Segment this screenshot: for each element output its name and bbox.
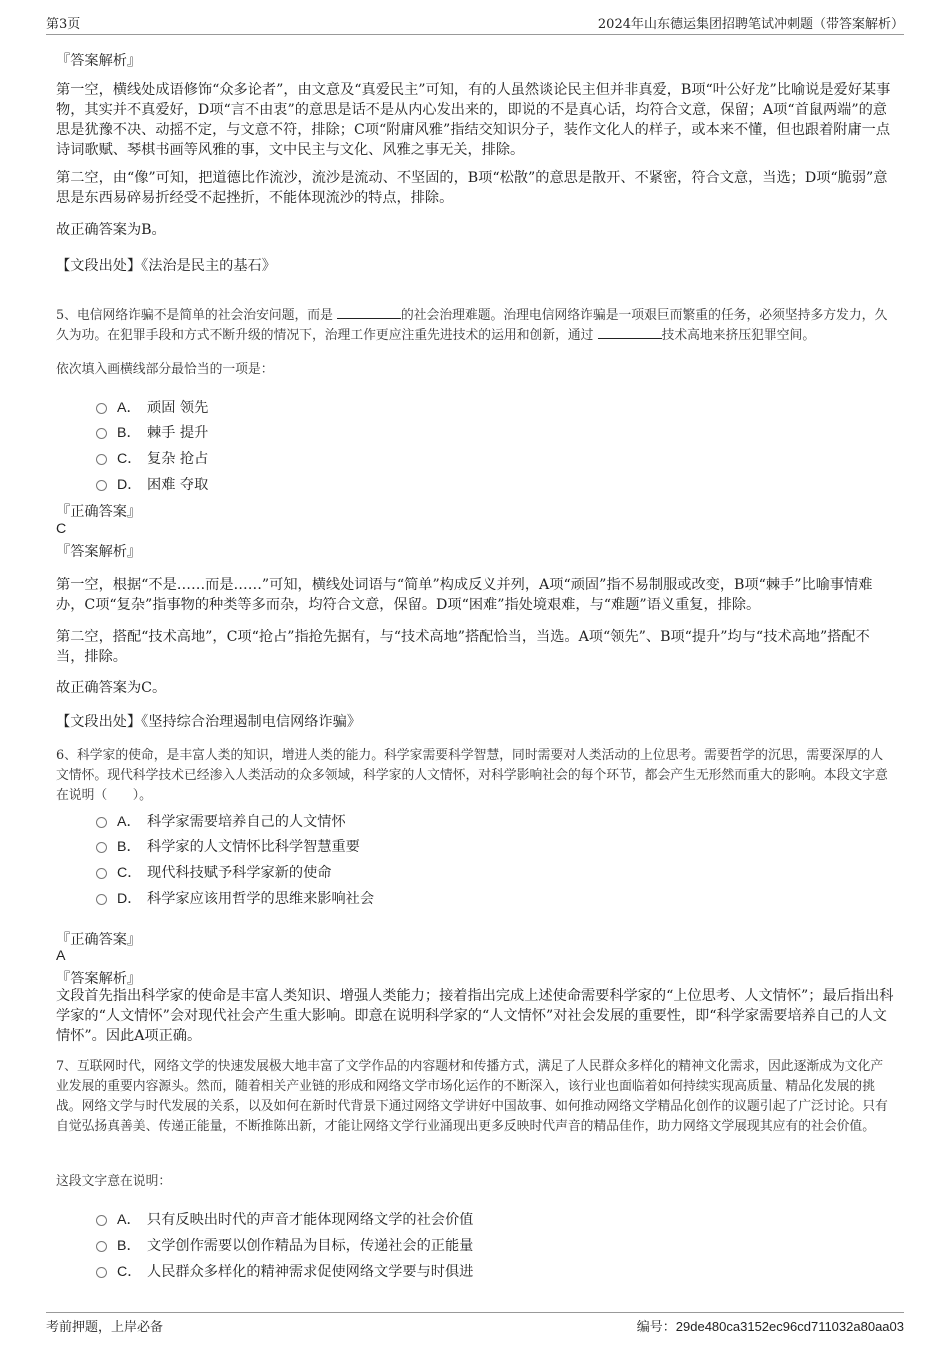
q7-prompt: 这段文字意在说明： <box>56 1174 172 1189</box>
q6-stem: 6、科学家的使命，是丰富人类的知识，增进人类的能力。科学家需要科学智慧，同时需要对人类活动的上位思考。需要哲学的沉思，需要深厚的人文情怀。现代科学技术已经渗入人类活动的众多领域，科学家的人文情怀，对科学影响社会的每个环节，都会产生无形然而重大的影响。本段文字意在说明（ ）。 <box>56 748 888 803</box>
radio-icon[interactable] <box>96 1241 107 1252</box>
radio-icon[interactable] <box>96 428 107 439</box>
q4-analysis-p2: 第二空，由“像”可知，把道德比作流沙，流沙是流动、不坚固的，B项“松散”的意思是散开、不紧密，符合文意，当选；D项“脆弱”意思是东西易碎易折经受不起挫折，不能体现流沙的特点，排除。 <box>56 170 888 206</box>
q7-option-b[interactable]: B． 文学创作需要以创作精品为目标，传递社会的正能量 <box>96 1235 473 1255</box>
q7-option-c[interactable]: C． 人民群众多样化的精神需求促使网络文学要与时俱进 <box>96 1261 473 1281</box>
q6-answer-label: 『正确答案』 <box>56 932 142 948</box>
page-header <box>46 12 904 35</box>
radio-icon[interactable] <box>96 868 107 879</box>
page-footer <box>46 1312 904 1335</box>
q5-option-a[interactable]: A． 顽固 领先 <box>96 397 208 417</box>
q5-answer-label: 『正确答案』 <box>56 504 142 520</box>
radio-icon[interactable] <box>96 454 107 465</box>
q7-stem: 7、互联网时代，网络文学的快速发展极大地丰富了文学作品的内容题材和传播方式，满足了人民群众多样化的精神文化需求，因此逐渐成为文化产业发展的重要内容源头。然而，随着相关产业链的形成和网络文学市场化运作的不断深入，该行业也面临着如何持续实现高质量、精品化发展的挑战。网络文学与时代发展的关系，以及如何在新时代背景下通过网络文学讲好中国故事、如何推动网络文学精品化创作的议题引起了广泛讨论。只有自觉弘扬真善美、传递正能量，不断推陈出新，才能让网络文学行业涌现出更多反映时代声音的精品佳作，助力网络文学展现其应有的社会价值。 <box>56 1059 888 1134</box>
q5-analysis-label: 『答案解析』 <box>56 544 142 560</box>
q6-option-b[interactable]: B． 科学家的人文情怀比科学智慧重要 <box>96 836 360 856</box>
q5-prompt: 依次填入画横线部分最恰当的一项是： <box>56 362 274 377</box>
q5-analysis-p3: 故正确答案为C。 <box>56 680 167 696</box>
q6-answer: A <box>56 948 66 964</box>
q5-stem-part-a: 5、电信网络诈骗不是简单的社会治安问题，而是 <box>56 308 337 323</box>
q5-stem-part-b: 的社会治理难题。治理电信网络诈骗是一项艰巨而繁重的任务，必须坚持多方发力，久久为功。在犯罪手段和方式不断升级的情况下，治理工作更应注重先进技术的运用和创新，通过 <box>56 308 888 343</box>
radio-icon[interactable] <box>96 403 107 414</box>
q5-blank-2 <box>598 326 662 339</box>
q5-analysis-p2: 第二空，搭配“技术高地”，C项“抢占”指抢先据有，与“技术高地”搭配恰当，当选。A项“领先”、B项“提升”均与“技术高地”搭配不当，排除。 <box>56 629 870 665</box>
footer-code: 编号：29de480ca3152ec96cd711032a80aa03 <box>636 1319 904 1335</box>
q5-answer: C <box>56 521 67 537</box>
radio-icon[interactable] <box>96 480 107 491</box>
radio-icon[interactable] <box>96 1215 107 1226</box>
q5-source: 【文段出处】《坚持综合治理遏制电信网络诈骗》 <box>56 714 362 730</box>
q5-blank-1 <box>337 306 401 319</box>
q7-option-a[interactable]: A． 只有反映出时代的声音才能体现网络文学的社会价值 <box>96 1209 473 1229</box>
radio-icon[interactable] <box>96 1267 107 1278</box>
q6-option-c[interactable]: C． 现代科技赋予科学家新的使命 <box>96 862 331 882</box>
q5-analysis-p1: 第一空，根据“不是……而是……”可知，横线处词语与“简单”构成反义并列，A项“顽固”指不易制服或改变，B项“棘手”比喻事情难办，C项“复杂”指事物的种类等多而杂，均符合文意，保留。D项“困难”指处境艰难，与“难题”语义重复，排除。 <box>56 577 873 613</box>
q5-stem-part-c: 技术高地来挤压犯罪空间。 <box>661 328 816 343</box>
q4-analysis-p3: 故正确答案为B。 <box>56 222 166 238</box>
q6-analysis: 文段首先指出科学家的使命是丰富人类知识、增强人类能力；接着指出完成上述使命需要科学家的“上位思考、人文情怀”；最后指出科学家的“人文情怀”会对现代社会产生重大影响。即意在说明科学家的“人文情怀”对社会发展的重要性，即“科学家需要培养自己的人文情怀”。因此A项正确。 <box>56 988 894 1044</box>
q5-stem <box>56 306 894 346</box>
q4-source: 【文段出处】《法治是民主的基石》 <box>56 258 276 274</box>
page-number: 第3页 <box>46 17 81 32</box>
q4-analysis-p1: 第一空，横线处成语修饰“众多论者”，由文意及“真爱民主”可知，有的人虽然谈论民主但并非真爱，B项“叶公好龙”比喻说是爱好某事物，其实并不真爱好，D项“言不由衷”的意思是话不是从内心发出来的，即说的不是真心话，均符合文意，保留；A项“首鼠两端”的意思是犹豫不决、动摇不定，与文意不符，排除；C项“附庸风雅”指结交知识分子，装作文化人的样子，或本来不懂，但也跟着附庸一点诗词歌赋、琴棋书画等风雅的事，文中民主与文化、风雅之事无关，排除。 <box>56 82 891 158</box>
radio-icon[interactable] <box>96 894 107 905</box>
radio-icon[interactable] <box>96 817 107 828</box>
q6-option-d[interactable]: D． 科学家应该用哲学的思维来影响社会 <box>96 888 374 908</box>
footer-slogan: 考前押题，上岸必备 <box>46 1320 164 1335</box>
q5-option-c[interactable]: C． 复杂 抢占 <box>96 448 208 468</box>
q5-option-b[interactable]: B． 棘手 提升 <box>96 422 208 442</box>
q6-option-a[interactable]: A． 科学家需要培养自己的人文情怀 <box>96 811 346 831</box>
document-title: 2024年山东德运集团招聘笔试冲刺题（带答案解析） <box>597 17 904 32</box>
q5-option-d[interactable]: D． 困难 夺取 <box>96 474 208 494</box>
q4-analysis-label: 『答案解析』 <box>56 53 142 69</box>
radio-icon[interactable] <box>96 842 107 853</box>
q6-analysis-label: 『答案解析』 <box>56 971 142 987</box>
